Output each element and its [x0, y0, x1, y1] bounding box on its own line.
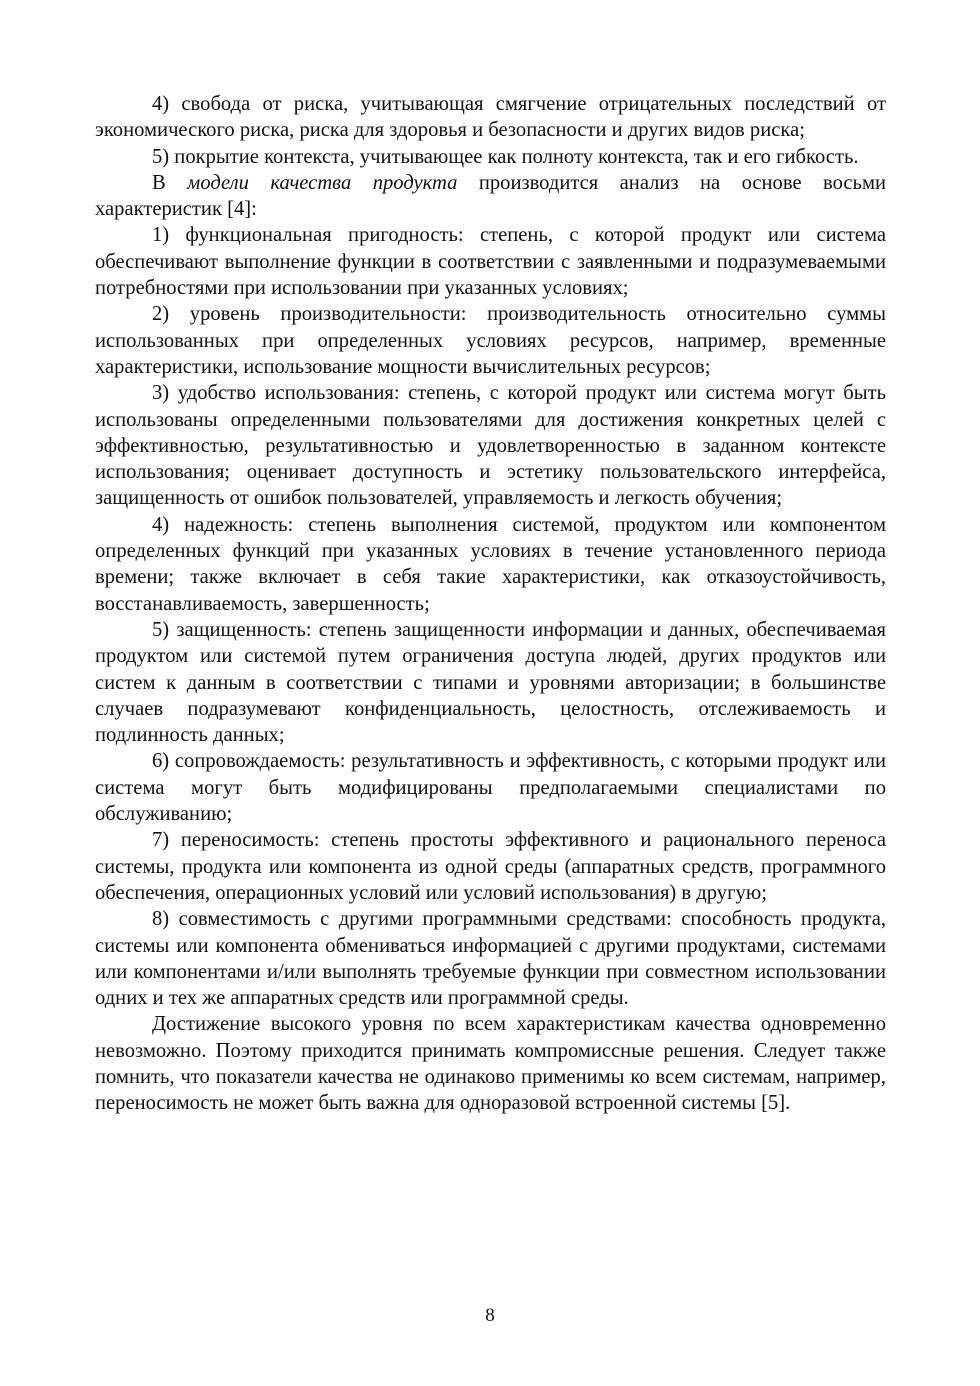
- emphasis-term: модели качества продукта: [187, 171, 458, 194]
- paragraph-compatibility: 8) совместимость с другими программными средствами: способность продукта, системы или компонента обмениваться информацией с другими продуктами, системами или компонентами и/или выполнять требуемые функции при совместном использовании одних и тех же аппаратных средств или программной среды.: [95, 908, 886, 1010]
- paragraph-maintainability: 6) сопровождаемость: результативность и эффективность, с которыми продукт или система могут быть модифицированы предполагаемыми специалистами по обслуживанию;: [95, 750, 886, 826]
- page-number: 8: [485, 1305, 495, 1326]
- document-body: [95, 91, 886, 1117]
- paragraph-product-quality-model: [95, 170, 886, 223]
- paragraph-performance-efficiency: 2) уровень производительности: производительность относительно суммы использованных при определенных условиях ресурсов, например, временные характеристики, использование мощности вычислительных ресурсов;: [95, 303, 886, 378]
- paragraph-conclusion: Достижение высокого уровня по всем характеристикам качества одновременно невозможно. Поэтому приходится принимать компромиссные решения. Следует также помнить, что показатели качества не одинаково применимы ко всем системам, например, переносимость не может быть важна для одноразовой встроенной системы [5].: [95, 1013, 886, 1115]
- paragraph-security: 5) защищенность: степень защищенности информации и данных, обеспечиваемая продуктом или системой путем ограничения доступа людей, других продуктов или систем к данным в соответствии с типами и уровнями авторизации; в большинстве случаев подразумевают конфиденциальность, целостность, отслеживаемость и подлинность данных;: [95, 618, 886, 747]
- paragraph-portability: 7) переносимость: степень простоты эффективного и рационального переноса системы, продукта или компонента из одной среды (аппаратных средств, программного обеспечения, операционных условий или условий использования) в другую;: [95, 829, 886, 904]
- paragraph-risk-freedom: 4) свобода от риска, учитывающая смягчение отрицательных последствий от экономического риска, риска для здоровья и безопасности и других видов риска;: [95, 93, 886, 142]
- paragraph-usability: 3) удобство использования: степень, с которой продукт или система могут быть использованы определенными пользователями для достижения конкретных целей с эффективностью, результативностью и удовлетворенностью в заданном контексте использования; оценивает доступность и эстетику пользовательского интерфейса, защищенность от ошибок пользователей, управляемость и легкость обучения;: [95, 382, 886, 510]
- paragraph-text: производится анализ на основе восьми характеристик [4]:: [95, 171, 887, 221]
- paragraph-context-coverage: 5) покрытие контекста, учитывающее как полноту контекста, так и его гибкость.: [152, 145, 859, 168]
- paragraph-functional-suitability: 1) функциональная пригодность: степень, с которой продукт или система обеспечивают выполнение функции в соответствии с заявленными и подразумеваемыми потребностями при использовании при указанных условиях;: [95, 224, 886, 300]
- paragraph-reliability: 4) надежность: степень выполнения системой, продуктом или компонентом определенных функций при указанных условиях в течение установленного периода времени; также включает в себя такие характеристики, как отказоустойчивость, восстанавливаемость, завершенность;: [95, 513, 886, 615]
- paragraph-text: В: [152, 171, 188, 194]
